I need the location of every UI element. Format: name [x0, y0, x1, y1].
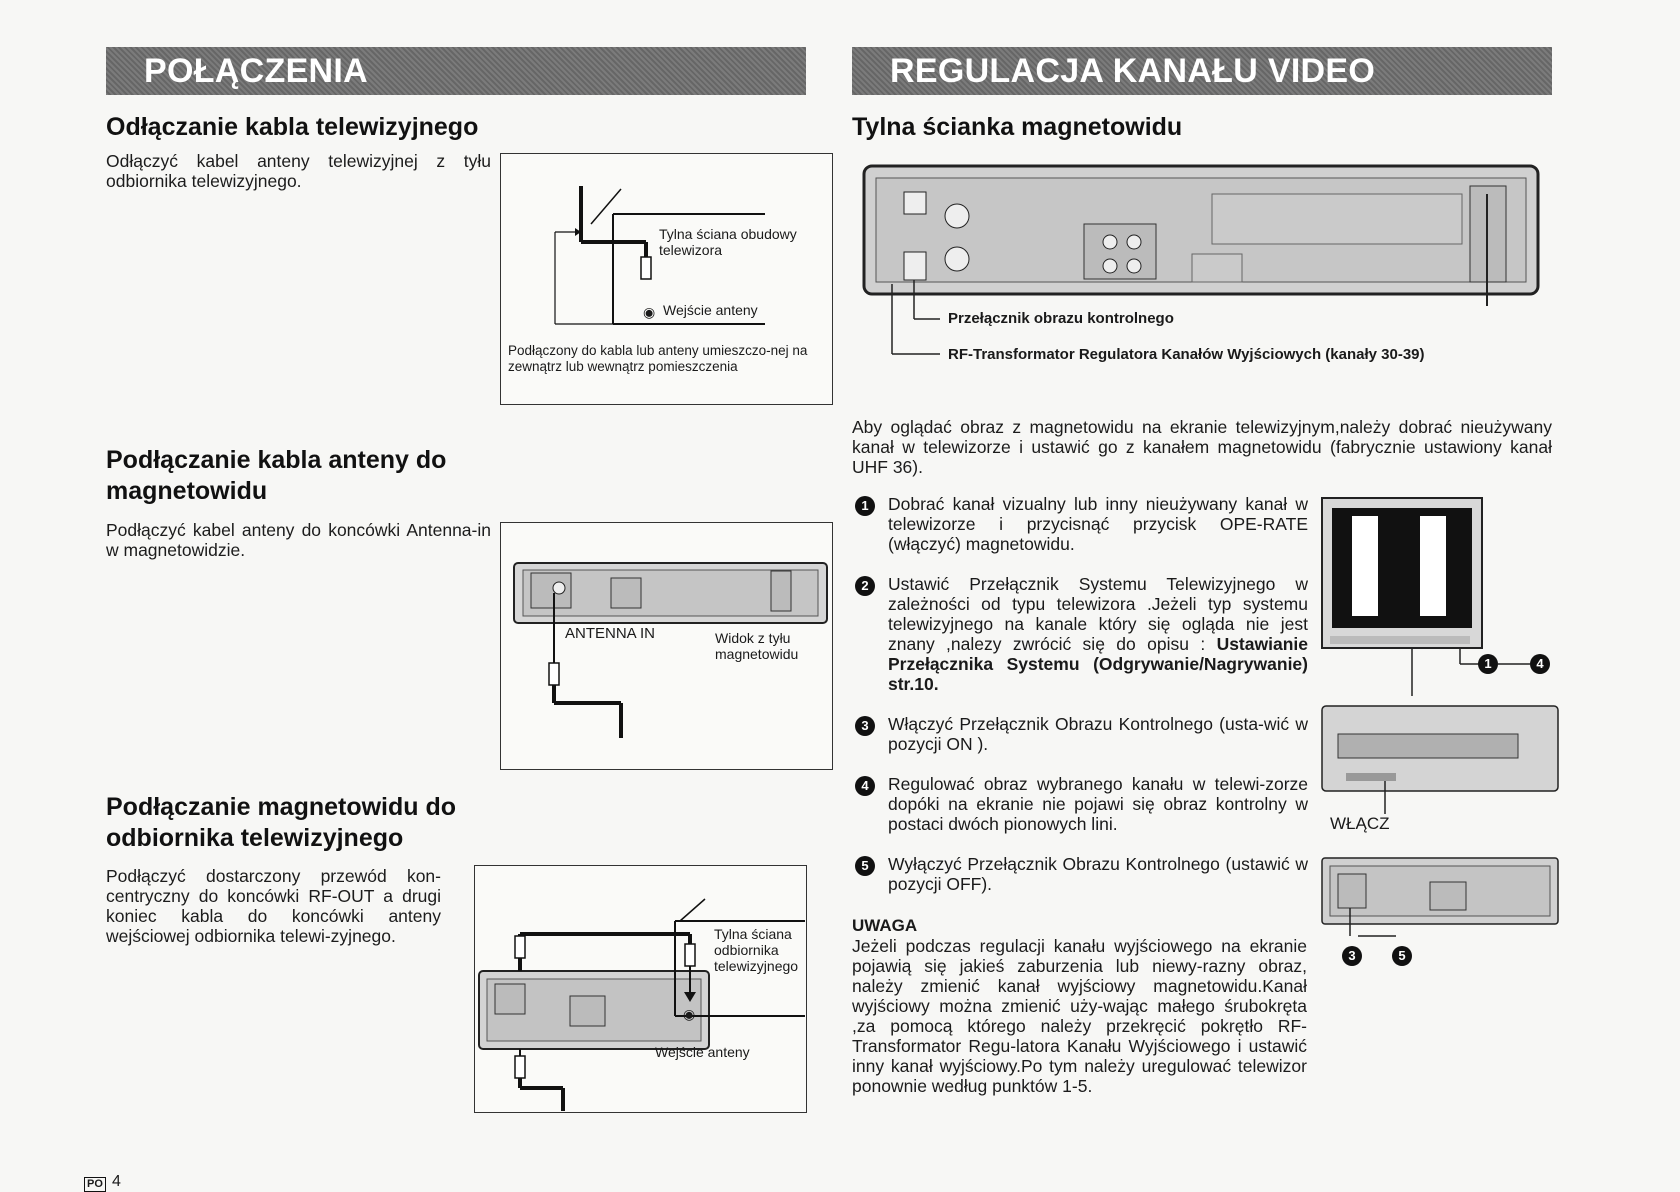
label-antenna-in: ANTENNA IN — [565, 625, 656, 642]
step-5-number: 5 — [855, 856, 875, 876]
figure-vcr-to-tv — [474, 865, 807, 1113]
label-antenna-input-2: Wejście anteny — [655, 1044, 750, 1060]
step-1-text: Dobrać kanał vizualny lub inny nieużywany kanał w telewizorze i przycisnąć przycisk OPE-RATE (włączyć) magnetowidu. — [888, 494, 1308, 554]
vcr-rear-panel-illustration — [862, 164, 1542, 374]
label-rf-transformer: RF-Transformator Regulatora Kanałów Wyjściowych (kanały 30-39) — [948, 346, 1425, 363]
page-number: 4 — [112, 1173, 121, 1190]
caption-antenna-source: Podłączony do kabla lub anteny umieszczo-nej na zewnątrz lub wewnątrz pomieszczenia — [508, 343, 808, 374]
callout-1: 1 — [1478, 654, 1498, 674]
section-banner-video-channel: REGULACJA KANAŁU VIDEO — [852, 47, 1552, 95]
callout-3: 3 — [1342, 946, 1362, 966]
step-2-number: 2 — [855, 576, 875, 596]
callout-4: 4 — [1530, 654, 1550, 674]
heading-connect-vcr-tv: Podłączanie magnetowidu do odbiornika telewizyjnego — [106, 793, 457, 852]
language-badge: PO — [84, 1177, 106, 1192]
heading-connect-antenna-vcr: Podłączanie kabla anteny do magnetowidu — [106, 446, 447, 505]
step-4-number: 4 — [855, 776, 875, 796]
label-tv-rear-wall: Tylna ściana obudowy telewizora — [659, 226, 797, 258]
section-banner-connections: POŁĄCZENIA — [106, 47, 806, 95]
vcr-rear-small-illustration — [1320, 856, 1560, 951]
wall-icon: ◉ — [643, 304, 656, 320]
figure-tv-antenna-disconnect — [500, 153, 833, 405]
label-power-on: WŁĄCZ — [1330, 814, 1390, 833]
heading-vcr-rear-panel: Tylna ścianka magnetowidu — [852, 113, 1183, 141]
step-2-reference: Ustawianie Przełącznika Systemu (Odgrywanie/Nagrywanie) str.10. — [888, 634, 1308, 694]
label-vcr-rear-view: Widok z tyłu magnetowidu — [715, 630, 799, 662]
text-disconnect-tv-cable: Odłączyć kabel anteny telewizyjnej z tyłu odbiornika telewizyjnego. — [106, 151, 491, 191]
label-antenna-input: Wejście anteny — [663, 302, 758, 318]
callout-5: 5 — [1392, 946, 1412, 966]
vcr-tv-cable-illustration — [475, 866, 808, 1114]
step-2-text — [888, 574, 1308, 694]
figure-vcr-antenna-in — [500, 522, 833, 770]
intro-text: Aby oglądać obraz z magnetowidu na ekranie telewizyjnym,należy dobrać nieużywany kanał w telewizorze i ustawić go z kanałem magnetowidu (fabrycznie ustawiony kanał UHF 36). — [852, 417, 1552, 477]
step-1-number: 1 — [855, 496, 875, 516]
step-3-text: Włączyć Przełącznik Obrazu Kontrolnego (usta-wić w pozycji ON ). — [888, 714, 1308, 754]
step-3-number: 3 — [855, 716, 875, 736]
step-4-text: Regulować obraz wybranego kanału w telewi-zorze dopóki na ekranie nie pojawi się obraz kontrolny w postaci dwóch pionowych lini. — [888, 774, 1308, 834]
heading-disconnect-tv-cable: Odłączanie kabla telewizyjnego — [106, 113, 479, 141]
text-connect-vcr-tv: Podłączyć dostarczony przewód kon-centryczny do koncówki RF-OUT a drugi koniec kabla do koncówki anteny wejściowej odbiornika telewi-zyjnego. — [106, 866, 441, 946]
step-5-text: Wyłączyć Przełącznik Obrazu Kontrolnego (ustawić w pozycji OFF). — [888, 854, 1308, 894]
step-2-body: Ustawić Przełącznik Systemu Telewizyjnego w zależności od typu telewizora .Jeżeli typ systemu telewizyjnego na kanale który się ogląda nie jest znany ,nalezy zwrócić się do opisu : — [888, 574, 1308, 654]
wall-icon: ◉ — [683, 1006, 696, 1022]
note-text: Jeżeli podczas regulacji kanału wyjściowego na ekranie pojawią się jakieś zaburzenia lub niewy-razny obraz, należy zmienić kanał wyjściowy magnetowidu.Kanał wyjściowy można zmienić uży-wając małego śrubokręta ,za pomocą którego należy przekręcić pokrętło RF-Transformator Regu-latora Kanału Wyjściowego i ustawić inny kanał wyjściowy.Po tym należy uregulować telewizor ponownie według punktów 1-5. — [852, 936, 1307, 1096]
note-title: UWAGA — [852, 916, 918, 935]
text-connect-antenna-vcr: Podłączyć kabel anteny do koncówki Antenna-in w magnetowidzie. — [106, 520, 491, 560]
label-tv-rear-wall-2: Tylna ściana odbiornika telewizyjnego — [714, 926, 799, 974]
label-test-pattern-switch: Przełącznik obrazu kontrolnego — [948, 310, 1174, 327]
tv-vcr-front-illustration — [1320, 496, 1560, 806]
